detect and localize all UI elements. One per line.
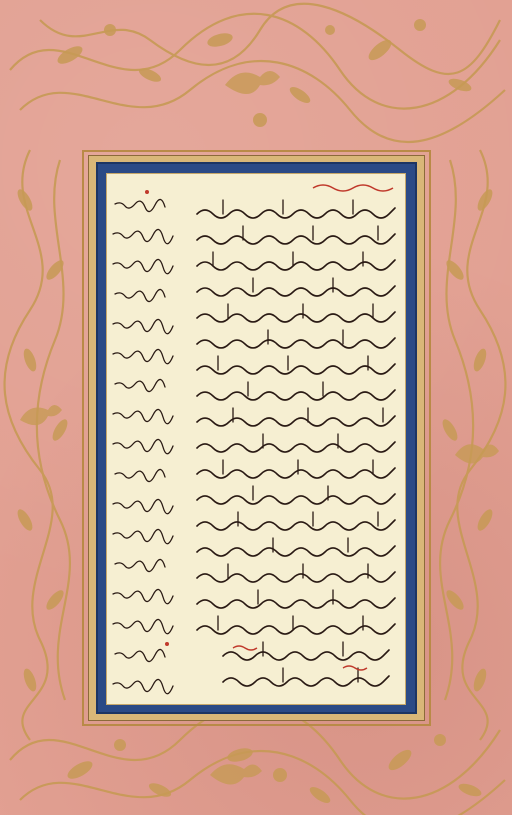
calligraphy-panel (106, 173, 406, 705)
main-text-block (193, 178, 403, 702)
marginal-text (107, 174, 193, 705)
